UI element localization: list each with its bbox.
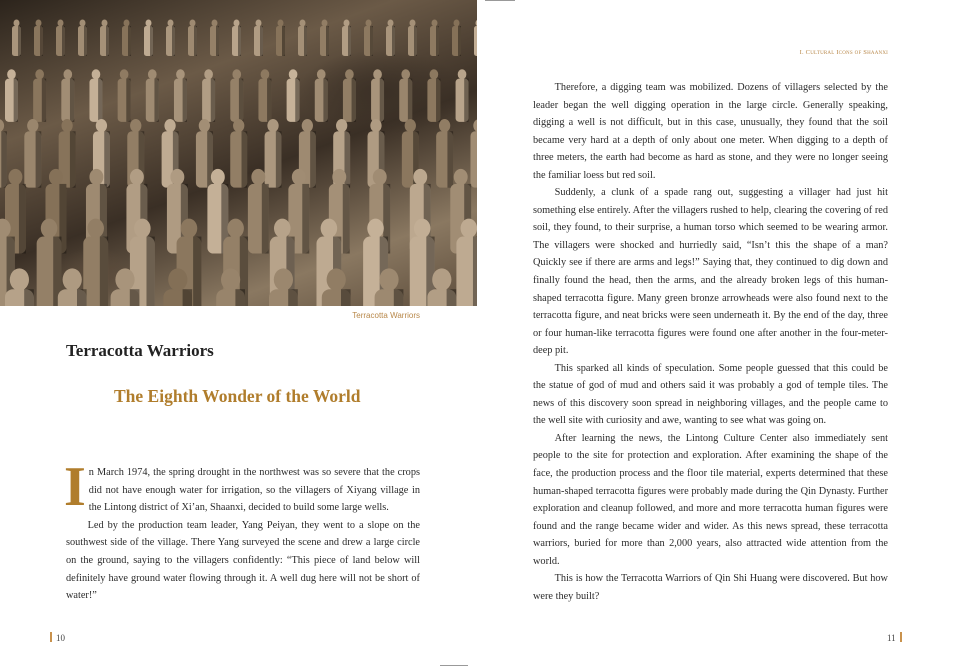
page-marker (900, 632, 902, 642)
warrior-figure (232, 20, 241, 57)
running-head: I. Cultural Icons of Shaanxi (799, 49, 888, 56)
warrior-figure (371, 69, 384, 122)
warrior-figure (343, 69, 356, 122)
warrior-figure (12, 20, 21, 57)
terracotta-warriors-photo (0, 0, 477, 306)
warrior-figure (470, 119, 477, 188)
warrior-figure (100, 20, 109, 57)
warrior-figure (118, 69, 131, 122)
warrior-figure (58, 268, 87, 306)
warrior-figure (146, 69, 159, 122)
warrior-figure (298, 20, 307, 57)
warrior-figure (61, 69, 74, 122)
crop-mark (440, 665, 468, 666)
paragraph: Suddenly, a clunk of a spade rang out, suggesting a villager had just hit something else entirely. After the villagers rushed to help, clearing the covering of red soil, they found, to their surprise, a human torso which seemed to be wearing armor. The villagers were shocked and hurriedly said, “Isn’t this the shape of a man? Quickly see if there are arms and legs!” Saying that, they continued to dig down and finally found the head, then the arms, and the already broken legs of this human-shaped terracotta figure. Many green bronze arrowheads were also found next to the terracotta figure, and neat bricks were seen underneath it. By the end of the day, three or four human-like terracotta figures were found one after another in the four-meter-deep pit. (533, 187, 888, 357)
paragraph: Therefore, a digging team was mobilized. Dozens of villagers selected by the leader began the well digging operation in the large circle. Generally speaking, digging a well is not difficult, but in this case, unusually, they found that the soil became very hard at a depth of only about one meter. When digging to a depth of three meters, the earth had become as hard as stone, and they were no longer seeing the familiar loess but red soil. (533, 82, 888, 181)
warrior-figure (254, 20, 263, 57)
warrior-figure (78, 20, 87, 57)
warrior-figure (230, 69, 243, 122)
page-number-right: 11 (887, 632, 902, 643)
drop-cap: I (64, 456, 86, 518)
warrior-figure (427, 69, 440, 122)
paragraph: This sparked all kinds of speculation. Some people guessed that this could be the statue of god of mud and others said it was probably a god of temple tiles. The news of this discovery soon spread in neighboring villages, and the people came to the well site with curiosity and awe, wanting to see what was going on. (533, 362, 888, 427)
warrior-figure (34, 20, 43, 57)
chapter-subtitle: The Eighth Wonder of the World (114, 386, 361, 406)
warrior-figure (456, 69, 469, 122)
warrior-figure (144, 20, 153, 57)
warrior-figure (364, 20, 373, 57)
warrior-figure (210, 20, 219, 57)
paragraph: This is how the Terracotta Warriors of Qin Shi Huang were discovered. But how were they built? (533, 573, 888, 602)
paragraph: Led by the production team leader, Yang Peiyan, they went to a slope on the southwest side of the village. There Yang surveyed the scene and drew a large circle on the ground, saying to the villagers confidently: “This piece of land below will definitely have ground water flowing through it. A well dug here will not be short of water!” (66, 519, 420, 602)
warrior-figure (0, 119, 7, 188)
crop-mark (485, 0, 515, 1)
warrior-figure (166, 20, 175, 57)
warrior-figure (122, 20, 131, 57)
right-page-body (533, 79, 888, 605)
warrior-figure (56, 20, 65, 57)
page-number-left: 10 (50, 632, 65, 643)
warrior-figure (474, 20, 477, 57)
page-marker (50, 632, 52, 642)
warrior-figure (230, 119, 247, 188)
left-page-body (64, 456, 420, 605)
warrior-figure (408, 20, 417, 57)
warrior-figure (386, 20, 395, 57)
warrior-figure (196, 119, 213, 188)
warrior-figure (315, 69, 328, 122)
warrior-figure (276, 20, 285, 57)
warrior-figure (202, 69, 215, 122)
chapter-title: Terracotta Warriors (66, 341, 214, 360)
warrior-figure (436, 119, 453, 188)
paragraph: After learning the news, the Lintong Culture Center also immediately sent people to the site for protection and exploration. After examining the shape of the face, the production process and the floor tile material, experts determined that these human-shaped terracotta figures were probably made during the Qin Dynasty. Further exploration and cleanup followed, and more and more terracotta human figures were found and the range became wider and wider. As this news spread, these terracotta warriors, buried for more than 2,000 years, also attracted wide attention from the world. (533, 432, 888, 567)
photo-caption: Terracotta Warriors (352, 311, 420, 320)
warrior-figure (342, 20, 351, 57)
warrior-figure (320, 20, 329, 57)
warrior-figure (174, 69, 187, 122)
warrior-figure (24, 119, 41, 188)
warrior-figure (188, 20, 197, 57)
warriors-figures (0, 0, 477, 306)
warrior-figure (399, 69, 412, 122)
warrior-figure (452, 20, 461, 57)
warrior-figure (287, 69, 300, 122)
warrior-figure (5, 69, 18, 122)
warrior-figure (33, 69, 46, 122)
warrior-figure (265, 119, 282, 188)
warrior-figure (89, 69, 102, 122)
warrior-figure (258, 69, 271, 122)
paragraph: In March 1974, the spring drought in the northwest was so severe that the crops did not have enough water for irrigation, so the villagers of Xiyang village in the Lintong district of Xi’an, Shaanxi, decided to build some large wells. (64, 456, 420, 518)
warrior-figure (430, 20, 439, 57)
